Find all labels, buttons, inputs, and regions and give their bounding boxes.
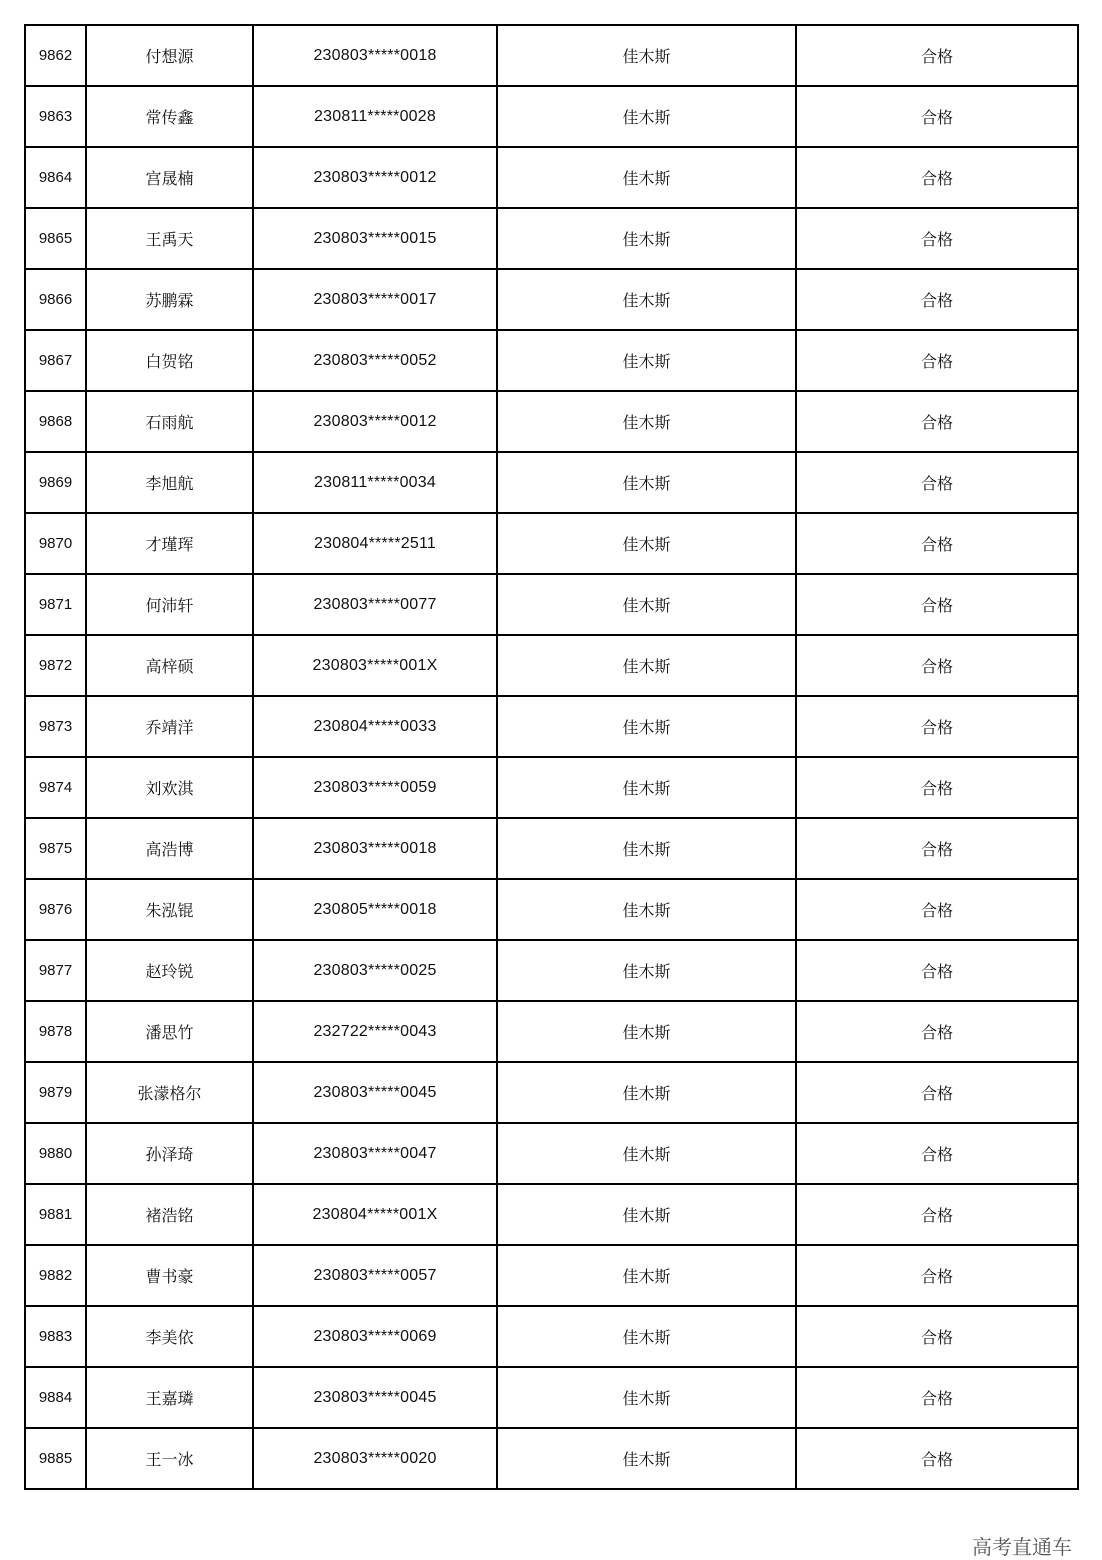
cell-id-number: 230811*****0034: [253, 452, 497, 513]
cell-id-number: 230803*****001X: [253, 635, 497, 696]
cell-id-number: 230803*****0015: [253, 208, 497, 269]
cell-serial-number: 9883: [25, 1306, 86, 1367]
cell-name: 潘思竹: [86, 1001, 253, 1062]
cell-result: 合格: [796, 879, 1078, 940]
cell-result: 合格: [796, 1184, 1078, 1245]
cell-result: 合格: [796, 818, 1078, 879]
cell-result: 合格: [796, 1428, 1078, 1489]
cell-serial-number: 9873: [25, 696, 86, 757]
table-row: [25, 757, 1078, 818]
cell-result: 合格: [796, 513, 1078, 574]
table-row: [25, 818, 1078, 879]
cell-id-number: 230803*****0052: [253, 330, 497, 391]
cell-result: 合格: [796, 1367, 1078, 1428]
cell-name: 张濛格尔: [86, 1062, 253, 1123]
cell-city: 佳木斯: [497, 1428, 796, 1489]
cell-serial-number: 9870: [25, 513, 86, 574]
cell-city: 佳木斯: [497, 1306, 796, 1367]
cell-name: 付想源: [86, 25, 253, 86]
cell-city: 佳木斯: [497, 757, 796, 818]
table-row: [25, 1001, 1078, 1062]
cell-id-number: 230803*****0018: [253, 818, 497, 879]
table-row: [25, 147, 1078, 208]
table-row: [25, 1123, 1078, 1184]
cell-result: 合格: [796, 1123, 1078, 1184]
cell-city: 佳木斯: [497, 1062, 796, 1123]
cell-city: 佳木斯: [497, 1367, 796, 1428]
table-row: [25, 391, 1078, 452]
results-table-body: [25, 25, 1078, 1489]
table-row: [25, 208, 1078, 269]
cell-city: 佳木斯: [497, 940, 796, 1001]
cell-id-number: 230803*****0059: [253, 757, 497, 818]
cell-id-number: 230804*****0033: [253, 696, 497, 757]
cell-name: 赵玲锐: [86, 940, 253, 1001]
cell-city: 佳木斯: [497, 513, 796, 574]
cell-id-number: 232722*****0043: [253, 1001, 497, 1062]
table-row: [25, 1428, 1078, 1489]
table-row: [25, 25, 1078, 86]
table-row: [25, 1245, 1078, 1306]
results-table: [24, 24, 1079, 1490]
cell-id-number: 230803*****0045: [253, 1062, 497, 1123]
cell-name: 乔靖洋: [86, 696, 253, 757]
cell-result: 合格: [796, 1245, 1078, 1306]
cell-name: 王嘉璘: [86, 1367, 253, 1428]
cell-serial-number: 9867: [25, 330, 86, 391]
table-row: [25, 879, 1078, 940]
cell-city: 佳木斯: [497, 269, 796, 330]
cell-result: 合格: [796, 86, 1078, 147]
cell-name: 王一冰: [86, 1428, 253, 1489]
cell-serial-number: 9876: [25, 879, 86, 940]
cell-name: 王禹天: [86, 208, 253, 269]
cell-name: 李旭航: [86, 452, 253, 513]
table-row: [25, 452, 1078, 513]
cell-result: 合格: [796, 208, 1078, 269]
cell-result: 合格: [796, 940, 1078, 1001]
cell-name: 刘欢淇: [86, 757, 253, 818]
cell-city: 佳木斯: [497, 208, 796, 269]
cell-result: 合格: [796, 757, 1078, 818]
cell-name: 常传鑫: [86, 86, 253, 147]
cell-serial-number: 9878: [25, 1001, 86, 1062]
cell-name: 褚浩铭: [86, 1184, 253, 1245]
cell-city: 佳木斯: [497, 1001, 796, 1062]
cell-id-number: 230803*****0018: [253, 25, 497, 86]
cell-result: 合格: [796, 452, 1078, 513]
cell-city: 佳木斯: [497, 452, 796, 513]
cell-result: 合格: [796, 1306, 1078, 1367]
cell-id-number: 230803*****0017: [253, 269, 497, 330]
cell-id-number: 230803*****0012: [253, 391, 497, 452]
table-row: [25, 1367, 1078, 1428]
cell-city: 佳木斯: [497, 574, 796, 635]
cell-name: 朱泓锟: [86, 879, 253, 940]
cell-id-number: 230803*****0012: [253, 147, 497, 208]
cell-city: 佳木斯: [497, 1123, 796, 1184]
table-row: [25, 513, 1078, 574]
cell-city: 佳木斯: [497, 635, 796, 696]
cell-city: 佳木斯: [497, 818, 796, 879]
cell-name: 曹书豪: [86, 1245, 253, 1306]
cell-result: 合格: [796, 330, 1078, 391]
table-row: [25, 1184, 1078, 1245]
cell-city: 佳木斯: [497, 25, 796, 86]
table-row: [25, 1062, 1078, 1123]
cell-city: 佳木斯: [497, 391, 796, 452]
cell-id-number: 230803*****0045: [253, 1367, 497, 1428]
cell-id-number: 230803*****0025: [253, 940, 497, 1001]
cell-serial-number: 9874: [25, 757, 86, 818]
cell-id-number: 230803*****0057: [253, 1245, 497, 1306]
cell-result: 合格: [796, 635, 1078, 696]
table-row: [25, 635, 1078, 696]
cell-serial-number: 9885: [25, 1428, 86, 1489]
cell-name: 石雨航: [86, 391, 253, 452]
cell-serial-number: 9875: [25, 818, 86, 879]
cell-result: 合格: [796, 574, 1078, 635]
cell-id-number: 230805*****0018: [253, 879, 497, 940]
cell-city: 佳木斯: [497, 330, 796, 391]
cell-city: 佳木斯: [497, 86, 796, 147]
cell-city: 佳木斯: [497, 696, 796, 757]
cell-result: 合格: [796, 1001, 1078, 1062]
cell-serial-number: 9881: [25, 1184, 86, 1245]
cell-id-number: 230804*****001X: [253, 1184, 497, 1245]
cell-serial-number: 9884: [25, 1367, 86, 1428]
cell-result: 合格: [796, 147, 1078, 208]
cell-id-number: 230803*****0047: [253, 1123, 497, 1184]
cell-name: 宫晟楠: [86, 147, 253, 208]
cell-name: 高浩博: [86, 818, 253, 879]
cell-id-number: 230803*****0020: [253, 1428, 497, 1489]
cell-serial-number: 9880: [25, 1123, 86, 1184]
cell-result: 合格: [796, 391, 1078, 452]
cell-result: 合格: [796, 1062, 1078, 1123]
cell-name: 李美依: [86, 1306, 253, 1367]
watermark-text: 高考直通车: [972, 1535, 1072, 1559]
cell-serial-number: 9863: [25, 86, 86, 147]
cell-result: 合格: [796, 25, 1078, 86]
cell-serial-number: 9862: [25, 25, 86, 86]
cell-name: 白贺铭: [86, 330, 253, 391]
cell-city: 佳木斯: [497, 879, 796, 940]
cell-name: 高梓硕: [86, 635, 253, 696]
table-row: [25, 269, 1078, 330]
cell-serial-number: 9879: [25, 1062, 86, 1123]
cell-serial-number: 9882: [25, 1245, 86, 1306]
cell-name: 苏鹏霖: [86, 269, 253, 330]
cell-serial-number: 9868: [25, 391, 86, 452]
cell-city: 佳木斯: [497, 1184, 796, 1245]
cell-name: 何沛轩: [86, 574, 253, 635]
table-row: [25, 940, 1078, 1001]
cell-serial-number: 9869: [25, 452, 86, 513]
table-row: [25, 696, 1078, 757]
cell-name: 才瑾珲: [86, 513, 253, 574]
cell-result: 合格: [796, 269, 1078, 330]
cell-name: 孙泽琦: [86, 1123, 253, 1184]
table-row: [25, 330, 1078, 391]
cell-serial-number: 9877: [25, 940, 86, 1001]
cell-serial-number: 9864: [25, 147, 86, 208]
cell-result: 合格: [796, 696, 1078, 757]
cell-id-number: 230803*****0077: [253, 574, 497, 635]
cell-id-number: 230804*****2511: [253, 513, 497, 574]
cell-id-number: 230811*****0028: [253, 86, 497, 147]
table-row: [25, 574, 1078, 635]
cell-serial-number: 9865: [25, 208, 86, 269]
table-row: [25, 86, 1078, 147]
cell-city: 佳木斯: [497, 1245, 796, 1306]
cell-serial-number: 9872: [25, 635, 86, 696]
cell-city: 佳木斯: [497, 147, 796, 208]
cell-serial-number: 9866: [25, 269, 86, 330]
cell-id-number: 230803*****0069: [253, 1306, 497, 1367]
cell-serial-number: 9871: [25, 574, 86, 635]
table-row: [25, 1306, 1078, 1367]
